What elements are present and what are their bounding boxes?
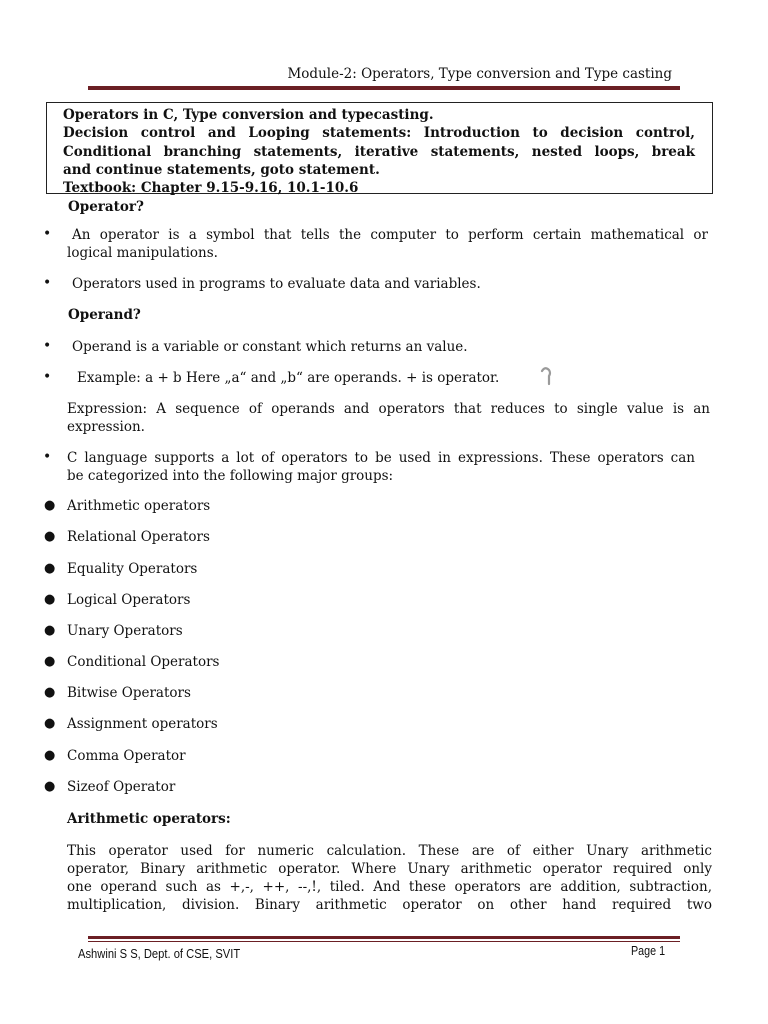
bullet-icon: •	[43, 338, 52, 354]
operator-point-line: logical manipulations.	[67, 245, 218, 261]
footer-rule	[88, 936, 680, 939]
arithmetic-line: This operator used for numeric calculation. These are of either Unary arithmetic	[67, 843, 712, 859]
arithmetic-heading: Arithmetic operators:	[67, 811, 231, 827]
arithmetic-line: one operand such as +,-, ++, --,!, tiled. And these operators are addition, subtraction,	[67, 879, 712, 895]
operand-heading: Operand?	[68, 307, 141, 323]
footer-rule-thin	[88, 941, 680, 942]
list-bullet-icon: ●	[44, 623, 56, 638]
syllabus-line: Operators in C, Type conversion and typecasting.	[63, 107, 434, 123]
operator-point: Operators used in programs to evaluate data and variables.	[72, 276, 481, 292]
list-item: Assignment operators	[67, 716, 218, 732]
c-language-paragraph	[67, 449, 695, 485]
arithmetic-line: multiplication, division. Binary arithmetic operator on other hand required two	[67, 897, 712, 913]
page-number: Page 1	[631, 944, 666, 958]
expression-line: expression.	[67, 419, 145, 435]
operand-point: Operand is a variable or constant which returns an value.	[72, 339, 468, 355]
arithmetic-line: operator, Binary arithmetic operator. Where Unary arithmetic operator required only	[67, 861, 712, 877]
bullet-icon: •	[43, 369, 52, 385]
list-item: Bitwise Operators	[67, 685, 191, 701]
list-item: Relational Operators	[67, 529, 210, 545]
list-bullet-icon: ●	[44, 779, 56, 794]
list-item: Unary Operators	[67, 623, 183, 639]
operator-point-line: An operator is a symbol that tells the computer to perform certain mathematical or	[72, 227, 708, 243]
list-bullet-icon: ●	[44, 498, 56, 513]
footer-author: Ashwini S S, Dept. of CSE, SVIT	[78, 946, 241, 961]
page-header-title: Module-2: Operators, Type conversion and Type casting	[287, 66, 672, 82]
c-language-line: be categorized into the following major groups:	[67, 468, 394, 484]
syllabus-line: Textbook: Chapter 9.15-9.16, 10.1-10.6	[63, 180, 359, 197]
syllabus-line: Conditional branching statements, iterative statements, nested loops, break	[63, 143, 695, 160]
bullet-icon: •	[43, 449, 52, 465]
list-item: Arithmetic operators	[67, 498, 211, 514]
list-item: Equality Operators	[67, 561, 198, 577]
list-item: Conditional Operators	[67, 654, 220, 670]
stray-mark-icon	[538, 364, 556, 386]
list-bullet-icon: ●	[44, 561, 56, 576]
syllabus-line: Decision control and Looping statements: Introduction to decision control,	[63, 125, 695, 142]
c-language-line: C language supports a lot of operators to be used in expressions. These operators can	[67, 450, 695, 466]
list-bullet-icon: ●	[44, 685, 56, 700]
expression-paragraph	[67, 400, 710, 436]
operator-point	[67, 226, 708, 262]
list-item: Sizeof Operator	[67, 779, 176, 795]
arithmetic-paragraph	[67, 842, 712, 914]
list-item: Logical Operators	[67, 592, 191, 608]
list-bullet-icon: ●	[44, 529, 56, 544]
syllabus-box	[46, 102, 713, 197]
expression-line: Expression: A sequence of operands and operators that reduces to single value is an	[67, 401, 710, 417]
list-item: Comma Operator	[67, 748, 186, 764]
list-bullet-icon: ●	[44, 716, 56, 731]
bullet-icon: •	[43, 226, 52, 242]
operator-heading: Operator?	[68, 199, 144, 215]
syllabus-line: and continue statements, goto statement.	[63, 161, 380, 178]
list-bullet-icon: ●	[44, 654, 56, 669]
bullet-icon: •	[43, 275, 52, 291]
list-bullet-icon: ●	[44, 592, 56, 607]
header-rule	[88, 86, 680, 90]
list-bullet-icon: ●	[44, 748, 56, 763]
operand-point: Example: a + b Here „a“ and „b“ are operands. + is operator.	[77, 370, 500, 386]
